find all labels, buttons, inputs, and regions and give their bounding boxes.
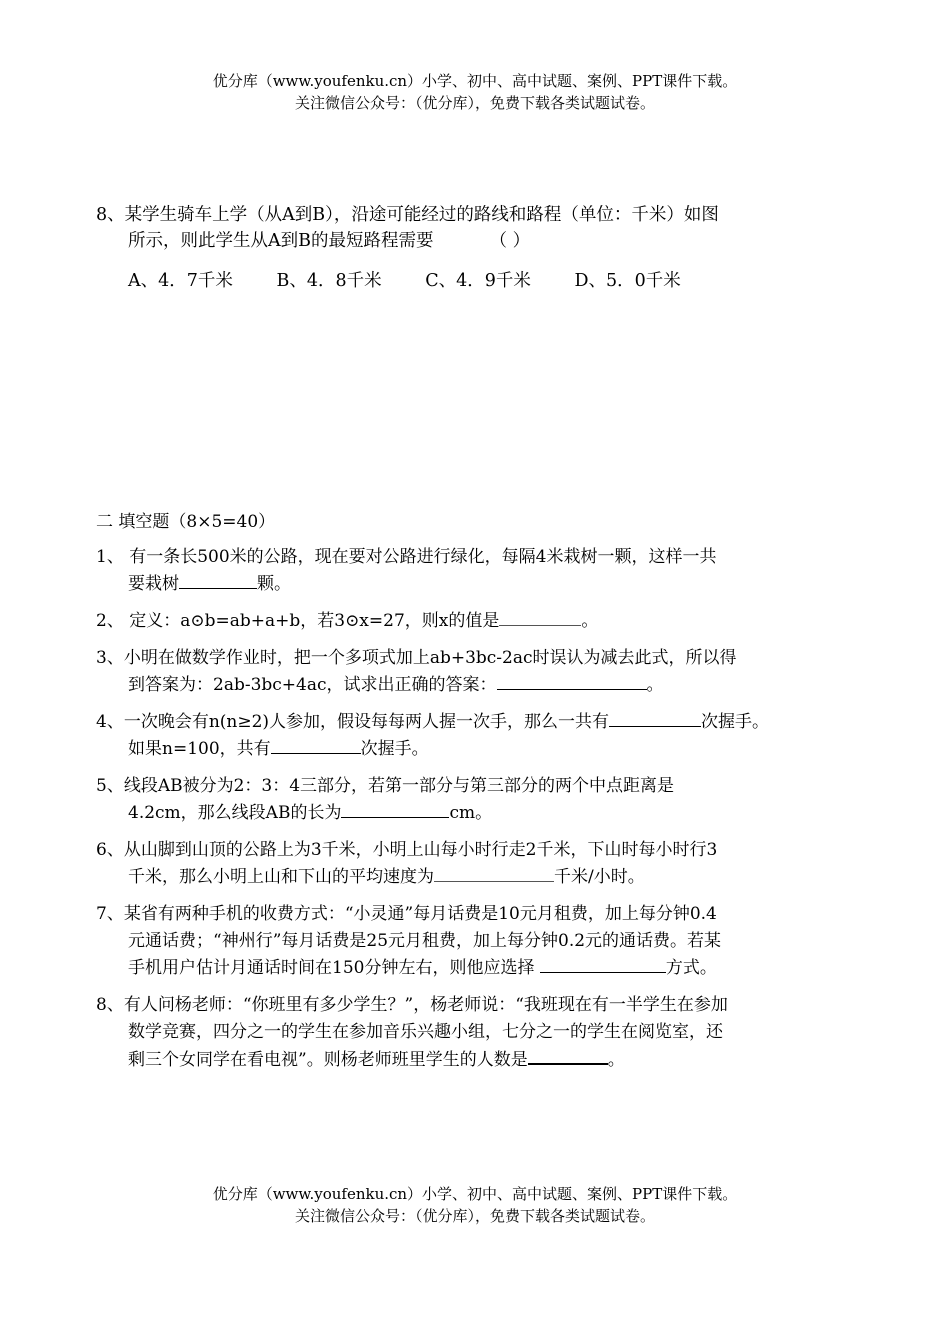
option-b: B、4．8千米 [276, 271, 382, 291]
footer-line-2: 关注微信公众号：（优分库），免费下载各类试题试卷。 [294, 1207, 655, 1225]
answer-blank [434, 864, 554, 882]
fill-in-questions [96, 544, 876, 1084]
fill-question-4: 4、一次晚会有n(n≥2)人参加，假设每每两人握一次手，那么一共有 次握手。 如果n=100，共有 次握手。 [96, 709, 876, 763]
question-text-line-1: 8、某学生骑车上学（从A到B），沿途可能经过的路线和路程（单位：千米）如图 [96, 205, 719, 225]
answer-blank [179, 571, 257, 589]
option-c: C、4．9千米 [425, 271, 531, 291]
page-footer [0, 1183, 950, 1227]
option-a: A、4．7千米 [128, 271, 233, 291]
fill-question-2: 2、 定义：a⊙b=ab+a+b，若3⊙x=27，则x的值是 。 [96, 608, 876, 635]
header-line-1: 优分库（www.youfenku.cn）小学、初中、高中试题、案例、PPT课件下载。 [212, 72, 738, 90]
answer-parentheses: （ ） [489, 231, 531, 251]
fill-question-3: 3、小明在做数学作业时，把一个多项式加上ab+3bc-2ac时误认为减去此式，所以得 到答案为：2ab-3bc+4ac，试求出正确的答案： 。 [96, 648, 737, 695]
answer-blank [609, 709, 701, 727]
answer-blank [540, 955, 666, 973]
page-header [0, 70, 950, 114]
fill-question-6: 6、从山脚到山顶的公路上为3千米，小明上山每小时行走2千米，下山时每小时行3 千米，那么小明上山和下山的平均速度为 千米/小时。 [96, 840, 718, 887]
header-line-2: 关注微信公众号：（优分库），免费下载各类试题试卷。 [294, 94, 655, 112]
footer-line-1: 优分库（www.youfenku.cn）小学、初中、高中试题、案例、PPT课件下载。 [212, 1185, 738, 1203]
fill-question-1: 1、 有一条长500米的公路，现在要对公路进行绿化，每隔4米栽树一颗，这样一共 要栽树 颗。 [96, 547, 717, 594]
choice-question-8 [96, 202, 866, 254]
answer-blank [528, 1046, 608, 1065]
answer-blank [341, 800, 449, 818]
fill-question-7: 7、某省有两种手机的收费方式：“小灵通”每月话费是10元月租费，加上每分钟0.4 元通话费；“神州行”每月话费是25元月租费，加上每分钟0.2元的通话费。若某 手机用户估计月通话时间在150分钟左右，则他应选择 方式。 [96, 904, 722, 978]
question-text-line-2: 所示，则此学生从A到B的最短路程需要 （ ） [128, 231, 531, 251]
choice-options [128, 268, 719, 294]
option-d: D、5．0千米 [574, 271, 681, 291]
fill-question-8: 8、有人问杨老师：“你班里有多少学生？”，杨老师说：“我班现在有一半学生在参加 数学竞赛，四分之一的学生在参加音乐兴趣小组，七分之一的学生在阅览室，还 剩三个女同学在看电视”。则杨老师班里学生的人数是 。 [96, 995, 728, 1070]
answer-blank [499, 608, 581, 626]
section-title: 二 填空题（8×5=40） [96, 512, 276, 532]
answer-blank [271, 736, 361, 754]
answer-blank [497, 672, 647, 690]
fill-question-5: 5、线段AB被分为2：3：4三部分，若第一部分与第三部分的两个中点距离是 4.2cm，那么线段AB的长为 cm。 [96, 776, 675, 823]
